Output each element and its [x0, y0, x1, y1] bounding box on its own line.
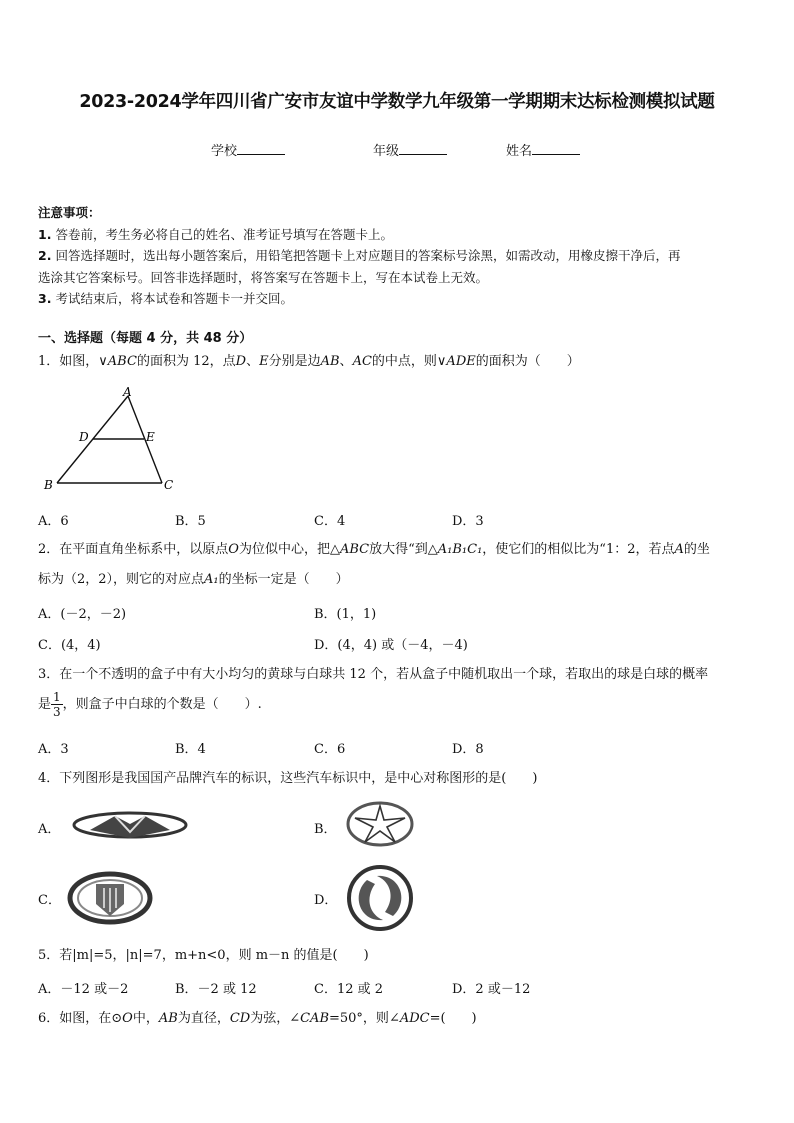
- question-6-text: 6．如图，在⊙O中，AB为直径，CD为弦，∠CAB=50°，则∠ADC=( ): [38, 1011, 477, 1026]
- vertex-label-a: A: [123, 385, 132, 399]
- q4-option-d[interactable]: D．: [314, 893, 338, 908]
- q5-option-a[interactable]: A．－12 或－2: [38, 982, 129, 997]
- q1-option-a[interactable]: A．6: [38, 514, 69, 529]
- q2-option-d[interactable]: D．(4，4) 或（－4，－4): [314, 638, 468, 653]
- q3-option-c[interactable]: C．6: [314, 742, 346, 757]
- car-logo-d-icon: [345, 864, 415, 932]
- car-logo-b-icon: [345, 800, 415, 848]
- vertex-label-d: D: [79, 430, 89, 444]
- q5-option-b[interactable]: B．－2 或 12: [175, 982, 257, 997]
- note-2: 2. 回答选择题时，选出每小题答案后，用铅笔把答题卡上对应题目的答案标号涂黑，如需改动，用橡皮擦干净后，再: [38, 248, 681, 263]
- q5-option-d[interactable]: D．2 或－12: [452, 982, 531, 997]
- fraction-one-third: $\frac{1}{3}$: [53, 690, 61, 719]
- vertex-label-e: E: [146, 430, 155, 444]
- q2-option-b[interactable]: B．(1，1): [314, 607, 377, 622]
- triangle-figure: [38, 383, 188, 495]
- q2-option-c[interactable]: C．(4，4): [38, 638, 101, 653]
- question-3-line-2: 是 $\frac{1}{3}$ ，则盒子中白球的个数是（ ）.: [38, 690, 262, 719]
- exam-title: 2023-2024学年四川省广安市友谊中学数学九年级第一学期期末达标检测模拟试题: [79, 92, 715, 112]
- q3-option-b[interactable]: B．4: [175, 742, 206, 757]
- q4-option-a[interactable]: A．: [38, 822, 61, 837]
- name-field[interactable]: 姓名: [506, 140, 580, 159]
- question-2-line-1: 2．在平面直角坐标系中，以原点O为位似中心，把△ABC放大得“到△A₁B₁C₁，使它们的相似比为“1：2，若点A的坐: [38, 542, 710, 557]
- q1-option-c[interactable]: C．4: [314, 514, 346, 529]
- note-2-cont: 选涂其它答案标号。回答非选择题时，将答案写在答题卡上，写在本试卷上无效。: [38, 269, 489, 285]
- q3-option-d[interactable]: D．8: [452, 742, 484, 757]
- question-2-line-2: 标为（2，2），则它的对应点A₁的坐标一定是（ ）: [38, 572, 349, 587]
- question-1-text: 1．如图，∨ABC的面积为 12，点D、E分别是边AB、AC的中点，则∨ADE的面积为（ ）: [38, 354, 580, 369]
- q4-option-c[interactable]: C．: [38, 893, 61, 908]
- q3-option-a[interactable]: A．3: [38, 742, 69, 757]
- car-logo-c-icon: [66, 870, 154, 926]
- question-4-text: 4．下列图形是我国国产品牌汽车的标识，这些汽车标识中，是中心对称图形的是( ): [38, 771, 538, 786]
- question-5-text: 5．若|m|=5，|n|=7，m+n<0，则 m－n 的值是( ): [38, 948, 369, 963]
- grade-field[interactable]: 年级: [373, 140, 447, 159]
- section-heading: 一、选择题（每题 4 分，共 48 分）: [38, 331, 253, 346]
- vertex-label-c: C: [164, 478, 174, 492]
- student-info-row: [0, 140, 794, 160]
- note-1: 1. 答卷前，考生务必将自己的姓名、准考证号填写在答题卡上。: [38, 226, 393, 242]
- q5-option-c[interactable]: C．12 或 2: [314, 982, 384, 997]
- vertex-label-b: B: [44, 478, 53, 492]
- q4-option-b[interactable]: B．: [314, 822, 337, 837]
- note-3: 3. 考试结束后，将本试卷和答题卡一并交回。: [38, 291, 293, 306]
- q2-option-a[interactable]: A．(－2，－2): [38, 607, 127, 622]
- q1-option-b[interactable]: B．5: [175, 514, 206, 529]
- school-field[interactable]: 学校: [211, 140, 285, 159]
- q1-option-d[interactable]: D．3: [452, 514, 484, 529]
- notes-heading: 注意事项：: [38, 205, 101, 220]
- notes-block: [38, 202, 758, 310]
- question-3-line-1: 3．在一个不透明的盒子中有大小均匀的黄球与白球共 12 个，若从盒子中随机取出一个球，若取出的球是白球的概率: [38, 667, 709, 682]
- car-logo-a-icon: [70, 808, 190, 842]
